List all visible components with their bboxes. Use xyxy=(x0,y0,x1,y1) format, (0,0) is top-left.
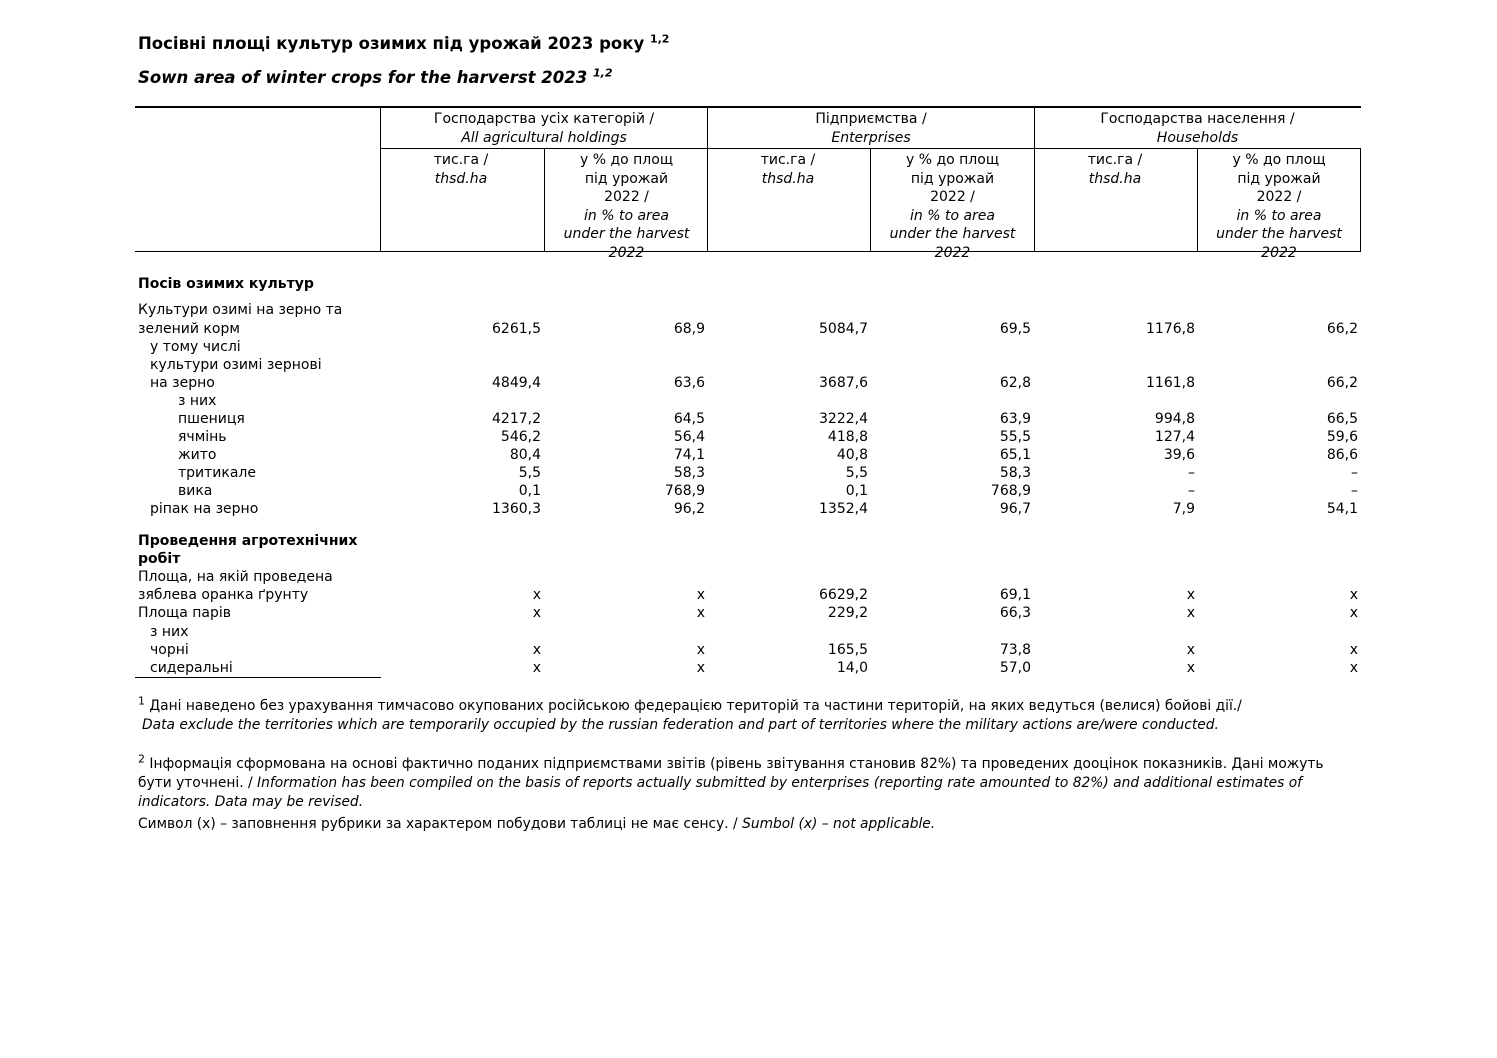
row-label: з них xyxy=(150,624,189,640)
value-hh-pct: 66,2 xyxy=(1326,375,1358,391)
subheader-percent: у % до площ під урожай 2022 / in % to area under the harvest 2022 xyxy=(563,152,690,261)
value-ent-thsd: 14,0 xyxy=(836,660,868,676)
value-all-thsd: x xyxy=(532,660,541,676)
subheader-percent: у % до площ під урожай 2022 / in % to area under the harvest 2022 xyxy=(1216,152,1342,261)
subheader-unit: тис.га / thsd.ha xyxy=(1087,152,1143,187)
value-hh-thsd: x xyxy=(1186,605,1195,621)
group-header-households: Господарства населення / Households xyxy=(1100,111,1295,146)
row-label: Площа, на якій проведена xyxy=(138,569,333,585)
value-hh-thsd: 127,4 xyxy=(1154,429,1195,445)
value-ent-pct: 69,1 xyxy=(999,587,1031,603)
value-ent-pct: 73,8 xyxy=(999,642,1031,658)
subheader-percent: у % до площ під урожай 2022 / in % to area under the harvest 2022 xyxy=(889,152,1016,261)
row-label: у тому числі xyxy=(150,339,241,355)
value-ent-pct: 63,9 xyxy=(999,411,1031,427)
value-ent-thsd: 0,1 xyxy=(845,483,868,499)
row-label: зелений корм xyxy=(138,321,240,337)
value-hh-thsd: – xyxy=(1188,483,1195,499)
value-all-pct: 58,3 xyxy=(673,465,705,481)
footnote-symbol: Символ (x) – заповнення рубрики за характером побудови таблиці не має сенсу. / Sumbol (x) – not applicable. xyxy=(138,816,936,832)
group-header-all: Господарства усіх категорій / All agricultural holdings xyxy=(433,111,655,146)
value-hh-thsd: – xyxy=(1188,465,1195,481)
table-top-rule xyxy=(135,106,1361,108)
row-label: сидеральні xyxy=(150,660,233,676)
value-ent-thsd: 165,5 xyxy=(827,642,868,658)
value-all-pct: 63,6 xyxy=(673,375,705,391)
value-all-pct: x xyxy=(696,605,705,621)
value-ent-pct: 57,0 xyxy=(999,660,1031,676)
value-all-pct: 56,4 xyxy=(673,429,705,445)
footnote-1: $^1$ Дані наведено без урахування тимчасово окупованих російською федерацією територій та частини територій, на яких ведуться (велися) бойові дії./ Data exclude the territories which are temporarily occupied by the russian federation and part of territories where the military actions are/were conducted. xyxy=(138,694,1242,733)
value-all-thsd: x xyxy=(532,605,541,621)
value-hh-pct: 59,6 xyxy=(1326,429,1358,445)
row-label: тритикале xyxy=(178,465,256,481)
value-all-pct: x xyxy=(696,642,705,658)
value-all-pct: 68,9 xyxy=(673,321,705,337)
value-ent-thsd: 5,5 xyxy=(845,465,868,481)
value-hh-thsd: 7,9 xyxy=(1172,501,1195,517)
stub-bottom-rule xyxy=(135,677,381,678)
value-hh-pct: 54,1 xyxy=(1326,501,1358,517)
header-bottom-rule xyxy=(135,251,1361,252)
value-all-thsd: 4217,2 xyxy=(492,411,541,427)
value-ent-pct: 58,3 xyxy=(999,465,1031,481)
row-label: чорні xyxy=(150,642,189,658)
row-label: жито xyxy=(178,447,217,463)
value-hh-thsd: 1161,8 xyxy=(1146,375,1195,391)
value-hh-thsd: 1176,8 xyxy=(1146,321,1195,337)
value-ent-thsd: 40,8 xyxy=(836,447,868,463)
value-hh-thsd: 994,8 xyxy=(1154,411,1195,427)
value-ent-pct: 65,1 xyxy=(999,447,1031,463)
subheader-unit: тис.га / thsd.ha xyxy=(760,152,816,187)
value-all-pct: x xyxy=(696,660,705,676)
value-ent-pct: 96,7 xyxy=(999,501,1031,517)
row-label: зяблева оранка ґрунту xyxy=(138,587,309,603)
col-divider xyxy=(1360,148,1361,252)
value-ent-thsd: 3687,6 xyxy=(819,375,868,391)
value-all-pct: 96,2 xyxy=(673,501,705,517)
group-header-enterprises: Підприємства / Enterprises xyxy=(815,111,927,146)
group-header-rule xyxy=(381,148,1361,149)
value-all-thsd: x xyxy=(532,642,541,658)
section-heading-sowing: Посів озимих культур xyxy=(138,276,314,292)
value-all-thsd: 80,4 xyxy=(509,447,541,463)
value-all-thsd: 4849,4 xyxy=(492,375,541,391)
value-hh-thsd: x xyxy=(1186,660,1195,676)
value-ent-thsd: 6629,2 xyxy=(819,587,868,603)
value-ent-thsd: 5084,7 xyxy=(819,321,868,337)
title-uk: Посівні площі культур озимих під урожай 2023 року $^{1,2}$ xyxy=(138,32,670,53)
row-label: з них xyxy=(178,393,217,409)
value-ent-pct: 62,8 xyxy=(999,375,1031,391)
value-hh-pct: x xyxy=(1349,642,1358,658)
value-ent-thsd: 1352,4 xyxy=(819,501,868,517)
row-label: на зерно xyxy=(150,375,215,391)
value-hh-pct: 66,5 xyxy=(1326,411,1358,427)
row-label: ріпак на зерно xyxy=(150,501,259,517)
value-hh-pct: 66,2 xyxy=(1326,321,1358,337)
value-all-thsd: 5,5 xyxy=(518,465,541,481)
value-hh-pct: – xyxy=(1351,483,1358,499)
value-hh-thsd: x xyxy=(1186,642,1195,658)
value-hh-pct: x xyxy=(1349,605,1358,621)
value-all-thsd: 6261,5 xyxy=(492,321,541,337)
footnote-2: $^2$ Інформація сформована на основі фактично поданих підприємствами звітів (рівень звітування становив 82%) та проведених дооцінок показників. Дані можуть бути уточнені. / Information has been compiled on the basis of reports actually submitted by enterprises (reporting rate amounted to 82%) and additional estimates of indicators. Data may be revised. xyxy=(138,752,1324,810)
value-all-pct: 74,1 xyxy=(673,447,705,463)
section-heading-agro: робіт xyxy=(138,551,181,567)
row-label: пшениця xyxy=(178,411,245,427)
title-en: Sown area of winter crops for the harverst 2023 $^{1,2}$ xyxy=(138,66,613,87)
row-label: вика xyxy=(178,483,213,499)
value-hh-pct: 86,6 xyxy=(1326,447,1358,463)
value-ent-pct: 55,5 xyxy=(999,429,1031,445)
row-label: Культури озимі на зерно та xyxy=(138,302,343,318)
value-hh-pct: x xyxy=(1349,660,1358,676)
value-ent-thsd: 229,2 xyxy=(827,605,868,621)
value-all-pct: x xyxy=(696,587,705,603)
value-ent-pct: 66,3 xyxy=(999,605,1031,621)
section-heading-agro: Проведення агротехнічних xyxy=(138,533,358,549)
value-all-pct: 768,9 xyxy=(664,483,705,499)
row-label: ячмінь xyxy=(178,429,227,445)
subheader-unit: тис.га / thsd.ha xyxy=(433,152,489,187)
value-hh-pct: x xyxy=(1349,587,1358,603)
row-label: культури озимі зернові xyxy=(150,357,322,373)
value-all-thsd: 546,2 xyxy=(500,429,541,445)
value-all-pct: 64,5 xyxy=(673,411,705,427)
value-all-thsd: x xyxy=(532,587,541,603)
value-hh-thsd: 39,6 xyxy=(1163,447,1195,463)
value-ent-thsd: 3222,4 xyxy=(819,411,868,427)
value-ent-thsd: 418,8 xyxy=(827,429,868,445)
value-ent-pct: 69,5 xyxy=(999,321,1031,337)
value-hh-pct: – xyxy=(1351,465,1358,481)
value-hh-thsd: x xyxy=(1186,587,1195,603)
value-all-thsd: 1360,3 xyxy=(492,501,541,517)
value-ent-pct: 768,9 xyxy=(990,483,1031,499)
value-all-thsd: 0,1 xyxy=(518,483,541,499)
row-label: Площа парів xyxy=(138,605,232,621)
